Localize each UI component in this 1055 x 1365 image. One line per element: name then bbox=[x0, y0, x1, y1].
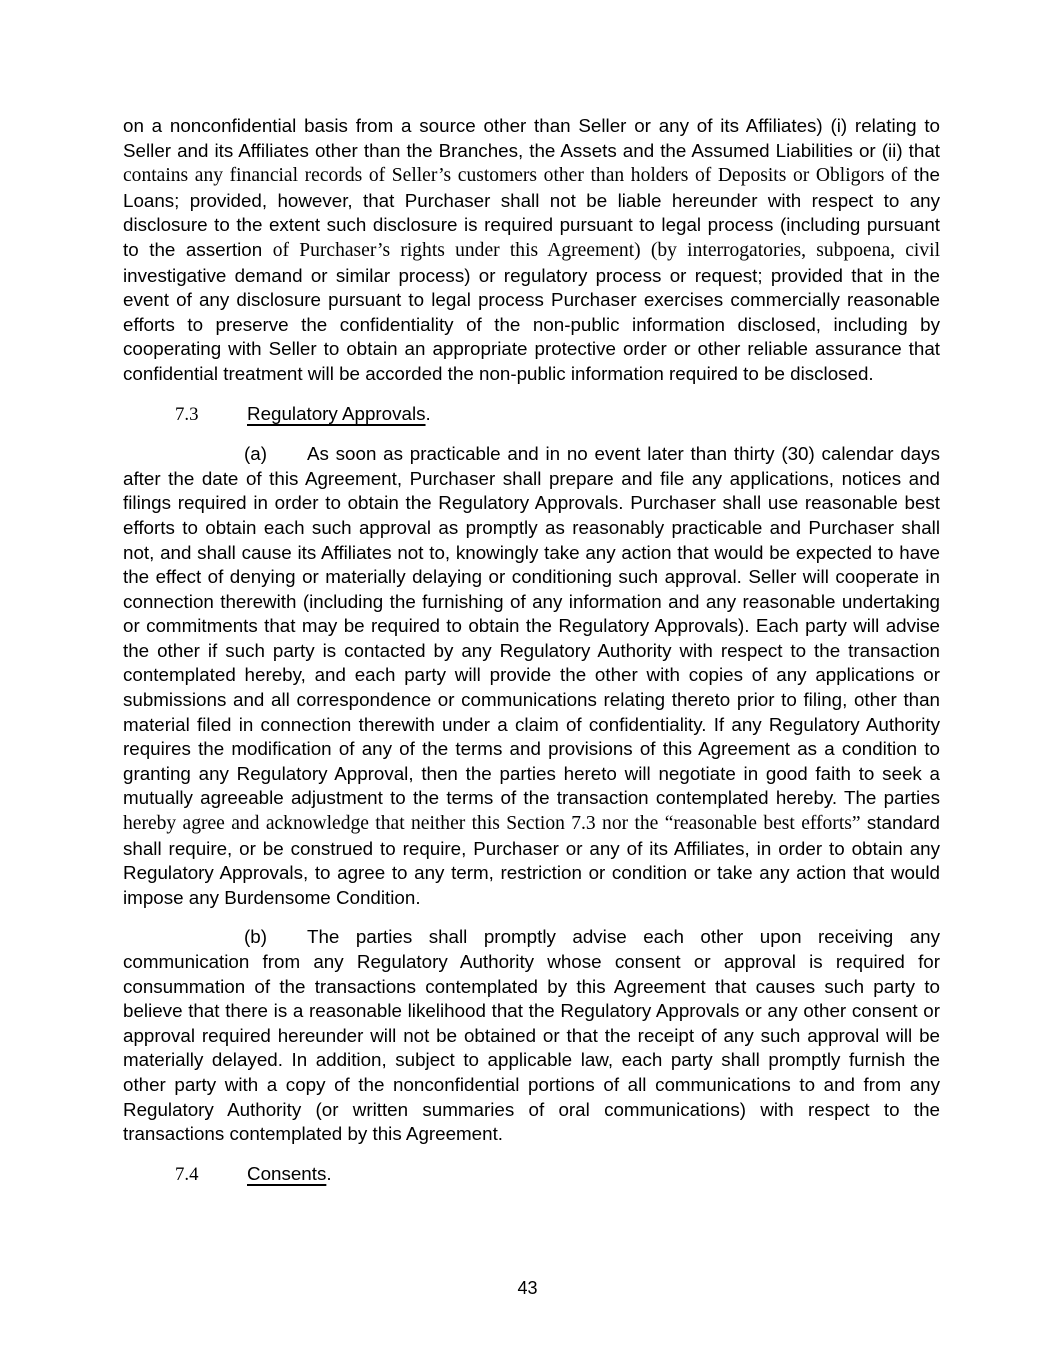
paragraph-a bbox=[123, 442, 940, 910]
text-run: The parties shall promptly advise each other upon receiving any communication from any Regulatory Authority whose consent or approval is required for consummation of the transactions contemplated by this Agreement that causes such party to believe that there is a reasonable likelihood that the Regulatory Approvals or any other consent or approval required hereunder will not be obtained or that the receipt of any such approval will be materially delayed. In addition, subject to applicable law, each party shall promptly furnish the other party with a copy of the nonconfidential portions of all communications to and from any Regulatory Authority (or written summaries of oral communications) with respect to the transactions contemplated by this Agreement. bbox=[123, 926, 940, 1145]
list-label: (a) bbox=[244, 443, 267, 465]
text-run: investigative demand or similar process) or regulatory process or request; provided that in the event of any disclosure pursuant to legal process Purchaser exercises commercially reasonable efforts to preserve the confidentiality of the non-public information disclosed, including by cooperating with Seller to obtain an appropriate protective order or other reliable assurance that confidential treatment will be accorded the non-public information required to be disclosed. bbox=[123, 264, 940, 384]
text-run: on a nonconfidential basis from a source other than Seller or any of its Affiliates) (i) relating to Seller and its Affiliates other than the Branches, the Assets and the Assumed Liabilities or (ii) that bbox=[123, 115, 940, 161]
section-title-text: Regulatory Approvals bbox=[247, 402, 426, 424]
text-run: contains any financial records of Seller’s customers other than holders of Deposits or Obligors of bbox=[123, 165, 914, 187]
section-title-period: . bbox=[425, 402, 431, 424]
section-heading-7-4 bbox=[123, 1162, 940, 1188]
section-title-text: Consents bbox=[247, 1162, 327, 1184]
text-run: As soon as practicable and in no event later than thirty (30) calendar days after the date of this Agreement, Purchaser shall prepare and file any applications, notices and filings required in order to obtain the Regulatory Approvals. Purchaser shall use reasonable best efforts to obtain each such approval as promptly as reasonably practicable and Purchaser shall not, and shall cause its Affiliates not to, knowingly take any action that would be expected to have the effect of denying or materially delaying or conditioning such approval. Seller will cooperate in connection therewith (including the furnishing of any information and any reasonable undertaking or commitments that may be required to obtain the Regulatory Approvals). Each party will advise the other if such party is contacted by any Regulatory Authority with respect to the transaction contemplated hereby, and each party will provide the other with copies of any applications or submissions and all correspondence or communications relating thereto prior to filing, other than material filed in connection therewith under a claim of confidentiality. If any Regulatory Authority requires the modification of any of the terms and provisions of this Agreement as a condition to granting any Regulatory Approval, then the parties hereto will negotiate in good faith to seek a mutually agreeable adjustment to the terms of the transaction contemplated hereby. The parties bbox=[123, 443, 940, 809]
paragraph-b bbox=[123, 925, 940, 1146]
text-run: the Loans; provided, however, that Purchaser shall not be liable hereunder with respect to any disclosure to the extent such disclosure is required pursuant to legal process (including pursuant to the assertion bbox=[123, 164, 940, 260]
list-label: (b) bbox=[244, 926, 267, 948]
section-number: 7.4 bbox=[175, 1163, 199, 1185]
text-run: hereby agree and acknowledge that neither this Section 7.3 nor the “reasonable best efforts” bbox=[123, 813, 867, 835]
paragraph-continuation bbox=[123, 114, 940, 387]
section-number: 7.3 bbox=[175, 403, 199, 425]
section-title bbox=[247, 403, 431, 424]
text-run: of Purchaser’s rights under this Agreement) (by interrogatories, subpoena, civil bbox=[272, 239, 941, 261]
section-heading-7-3 bbox=[123, 402, 940, 428]
section-title bbox=[247, 1163, 332, 1184]
page-number: 43 bbox=[517, 1278, 538, 1298]
document-content bbox=[123, 114, 940, 1202]
section-title-period: . bbox=[326, 1162, 332, 1184]
text-run: standard shall require, or be construed to require, Purchaser or any of its Affiliates, in order to obtain any Regulatory Approvals, to agree to any term, restriction or condition or take any action that would impose any Burdensome Condition. bbox=[123, 812, 940, 908]
